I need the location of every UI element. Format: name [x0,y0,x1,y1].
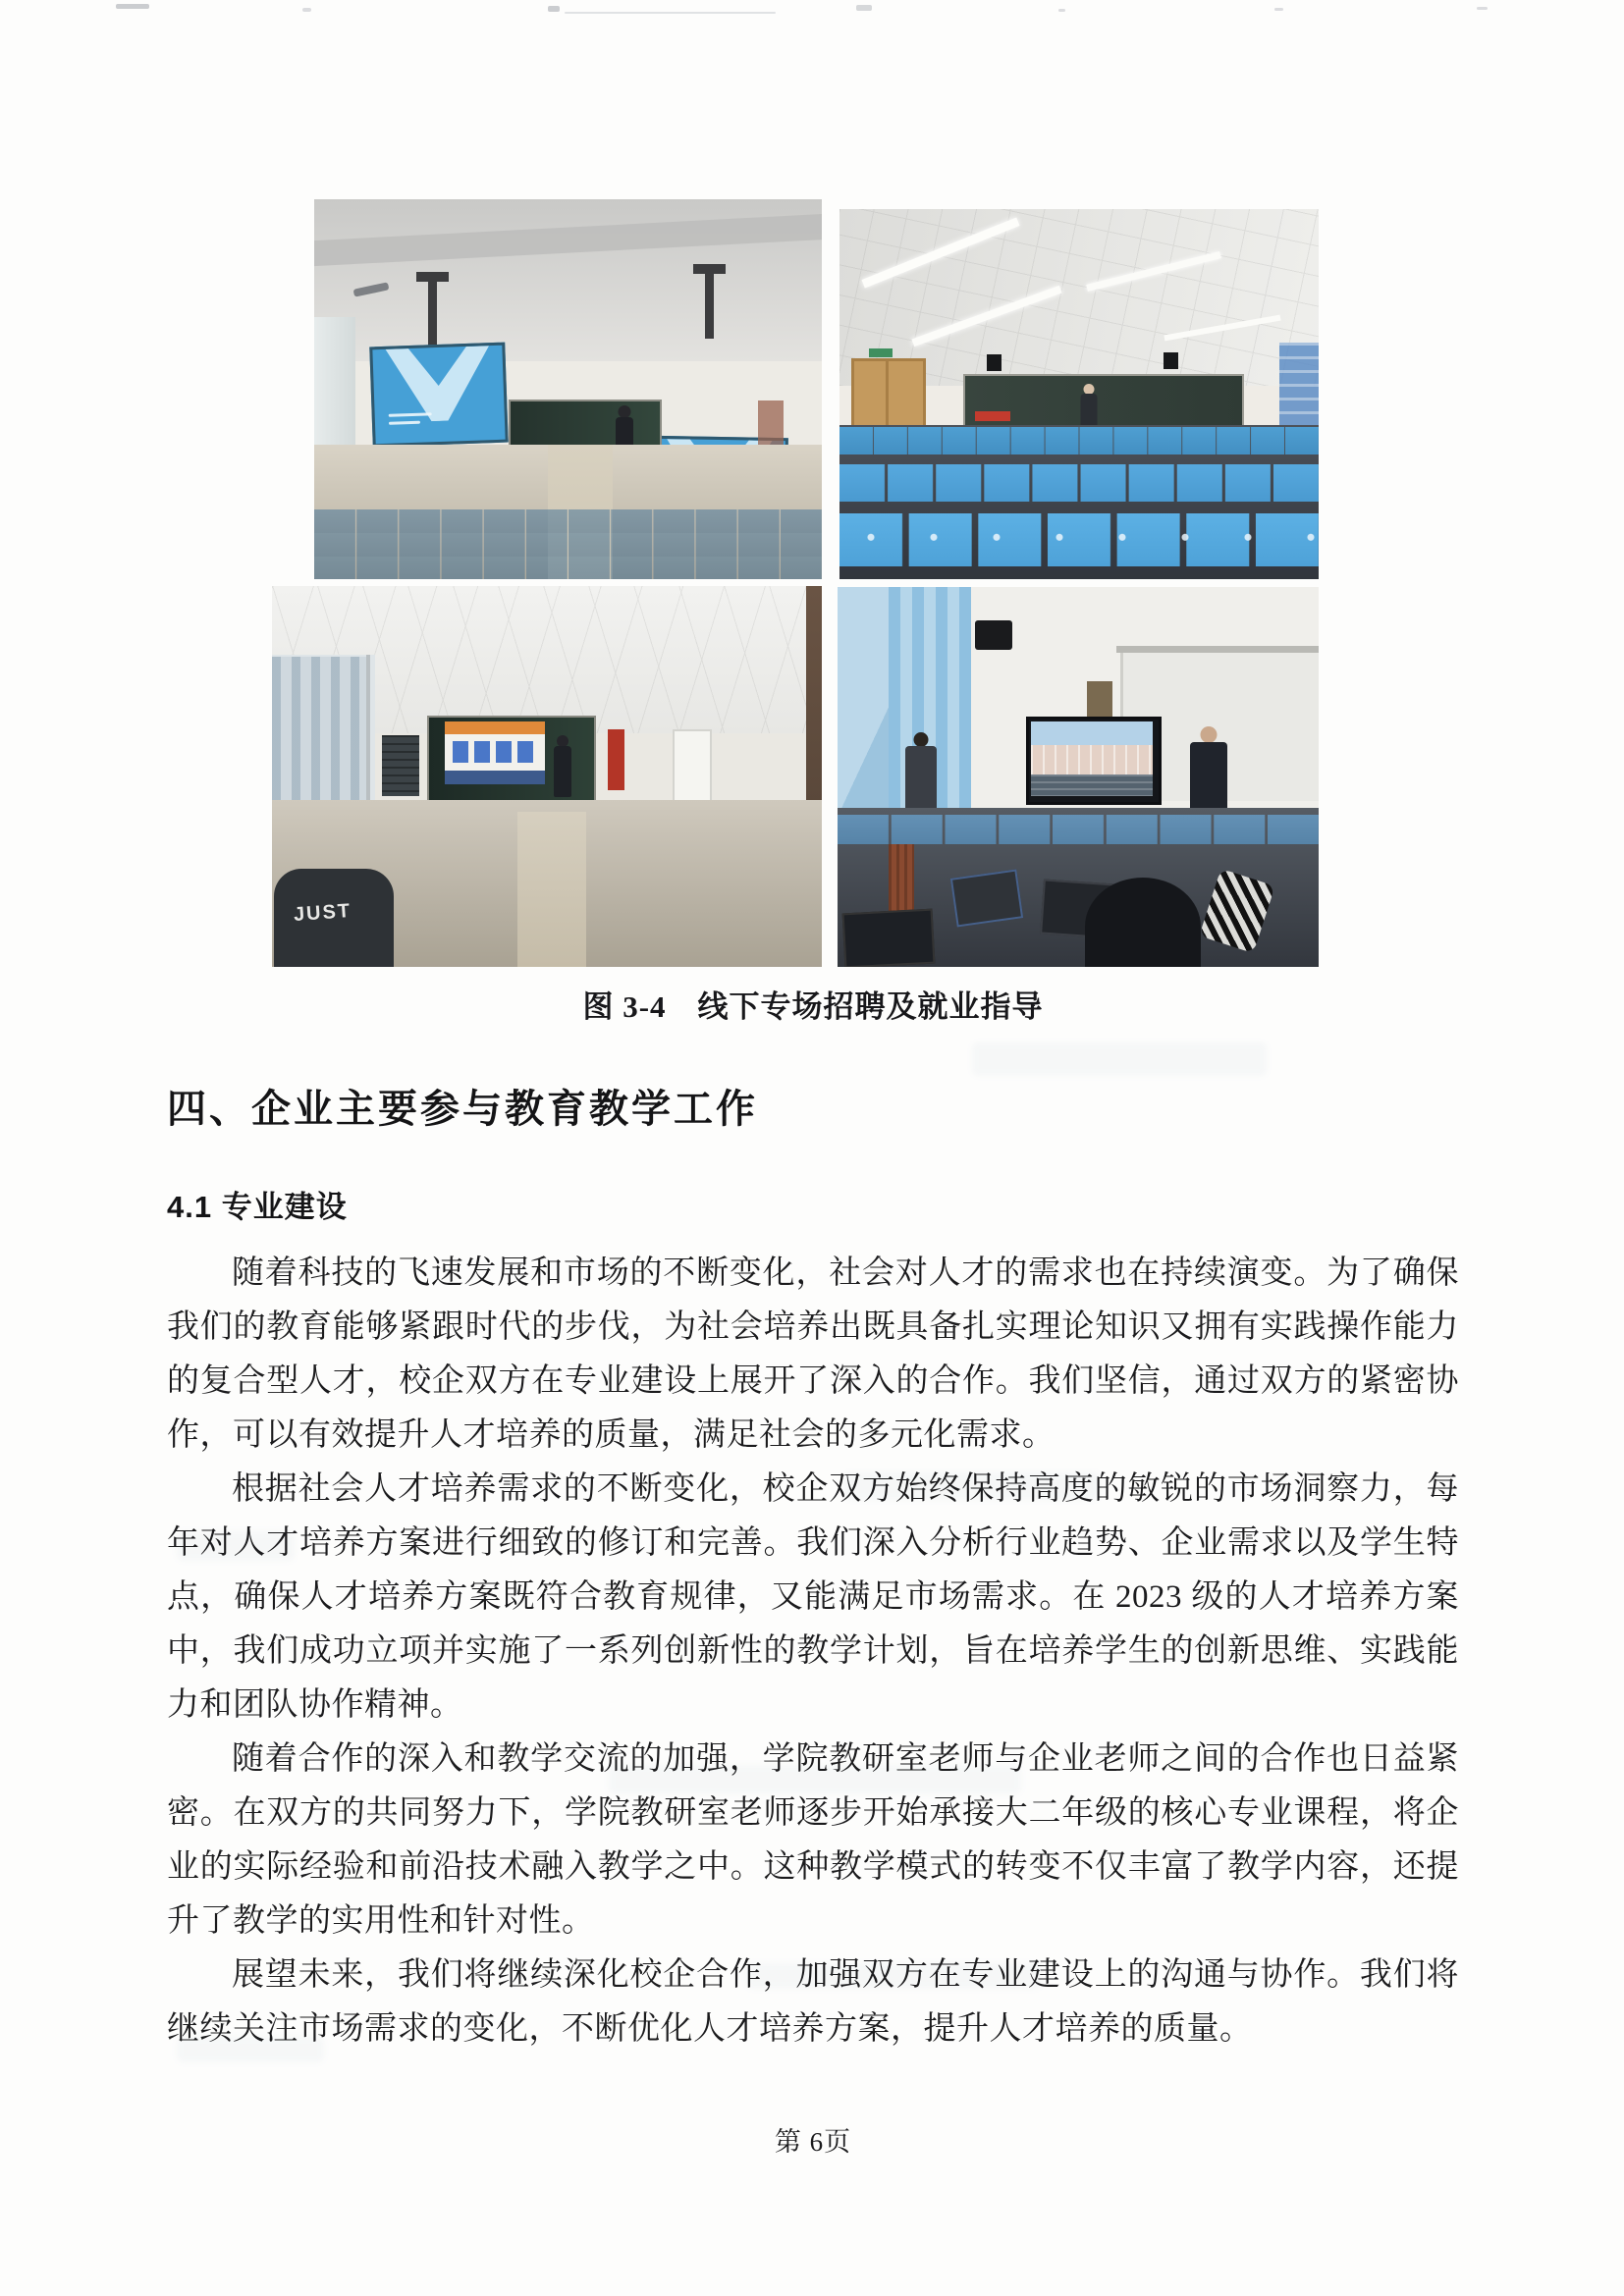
photo-computer-lab [839,209,1319,579]
photo-tv-demo [838,587,1319,967]
red-banner [608,729,624,790]
laptop [950,870,1023,928]
photo-classroom-presentation [272,586,822,967]
body-paragraph: 根据社会人才培养需求的不断变化，校企双方始终保持高度的敏锐的市场洞察力，每年对人才培养方案进行细致的修订和完善。我们深入分析行业趋势、企业需求以及学生特点，确保人才培养方案既符合教育规律，又能满足市场需求。在 2023 级的人才培养方案中，我们成功立项并实施了一系列创新性的教学计划，旨在培养学生的创新思维、实践能力和团队协作精神。 [167,1471,1459,1723]
foreground-student-head [1085,878,1201,967]
wall-grille [382,735,419,796]
body-text [167,1247,1459,2056]
hoodie-text: JUST [293,899,352,927]
body-paragraph: 随着合作的深入和教学交流的加强，学院教研室老师与企业老师之间的合作也日益紧密。在双方的共同努力下，学院教研室老师逐步开始承接大二年级的核心专业课程，将企业的实际经验和前沿技术融入教学之中。这种教学模式的转变不仅丰富了教学内容，还提升了教学的实用性和针对性。 [167,1741,1459,1939]
projected-slide [445,721,545,784]
tv-screen [1026,717,1162,805]
scan-artifact [1477,7,1488,10]
section-heading: 四、企业主要参与教育教学工作 [167,1088,758,1131]
speaker [975,620,1012,650]
body-paragraph: 随着科技的飞速发展和市场的不断变化，社会对人才的需求也在持续演变。为了确保我们的教育能够紧跟时代的步伐，为社会培养出既具备扎实理论知识又拥有实践操作能力的复合型人才，校企双方在专业建设上展开了深入的合作。我们坚信，通过双方的紧密协作，可以有效提升人才培养的质量，满足社会的多元化需求。 [167,1255,1459,1453]
scan-artifact [856,5,872,11]
window-frame [1087,681,1112,721]
scan-artifact [116,4,149,9]
speaker [987,354,1001,371]
scan-artifact [565,12,776,14]
red-banner [975,411,1010,421]
speaker [1164,352,1178,369]
scan-artifact [1058,9,1065,12]
scan-artifact [1274,8,1283,11]
subsection-heading: 4.1 专业建设 [167,1190,348,1224]
exit-sign [869,348,893,357]
aisle [517,812,586,967]
tv-screen-left [369,343,508,448]
body-paragraph: 展望未来，我们将继续深化校企合作，加强双方在专业建设上的沟通与协作。我们将继续关注市场需求的变化，不断优化人才培养方案，提升人才培养的质量。 [167,1957,1459,2047]
page-number: 第 6页 [774,2127,852,2157]
presenter [553,735,572,800]
scan-artifact [302,8,311,12]
wooden-chair [889,844,914,917]
figure-caption: 图 3-4 线下专场招聘及就业指导 [582,989,1044,1024]
laptop [842,909,936,967]
photo-lecture-hall-dual-screens [314,199,822,579]
scan-artifact [548,6,560,12]
curtains [272,657,366,824]
